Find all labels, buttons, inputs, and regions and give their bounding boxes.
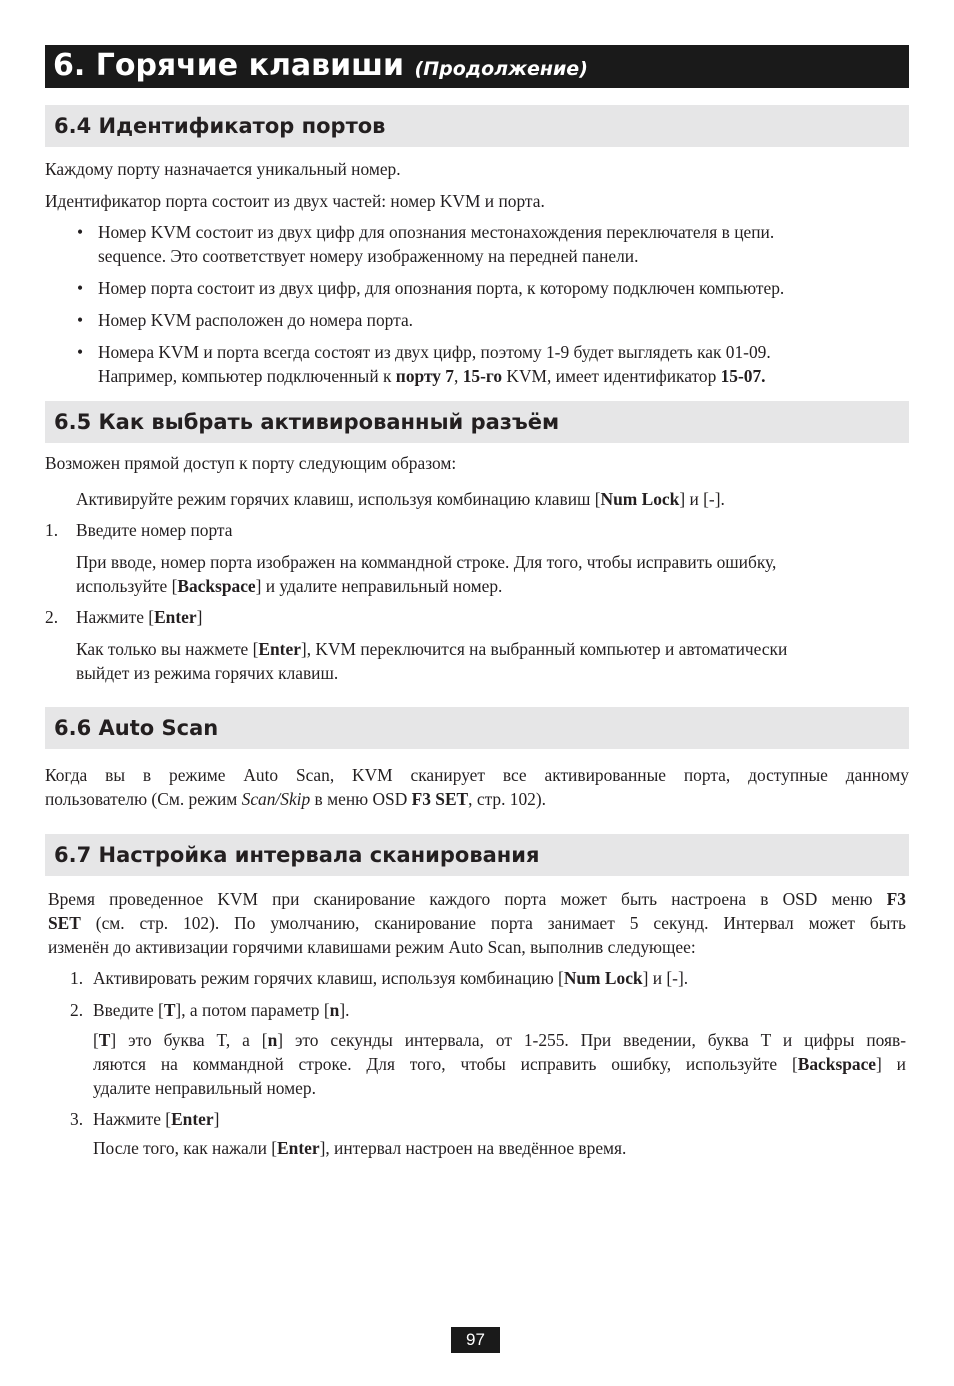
s65-step-1: Введите номер порта: [76, 520, 233, 540]
s64-bullet-3: Номер KVM расположен до номера порта.: [98, 310, 414, 330]
s65-step-2-desc-line-2: выйдет из режима горячих клавиш.: [76, 663, 339, 683]
s64-bullet-2: Номер порта состоит из двух цифр, для опознания порта, к которому подключен компьютер.: [98, 278, 785, 298]
chapter-title: [53, 46, 588, 89]
s67-item-2-desc-line-2: ляются на коммандной строке. Для того, чтобы исправить ошибку, используйте [Backspace] и: [93, 1054, 906, 1074]
s67-item-2-number: 2.: [70, 1000, 84, 1020]
s67-item-3-desc: После того, как нажали [Enter], интервал настроен на введённое время.: [93, 1138, 627, 1158]
s67-item-1-number: 1.: [70, 968, 84, 988]
s64-paragraph-2: Идентификатор порта состоит из двух частей: номер KVM и порта.: [45, 191, 545, 211]
chapter-title-text: 6. Горячие клавиши: [53, 48, 405, 83]
section-6-7-title: 6.7 Настройка интервала сканирования: [54, 843, 540, 867]
s67-line-1: Время проведенное KVM при сканирование каждого порта может быть настроена в OSD меню F3: [48, 889, 906, 909]
s64-bullet-1-line-2: sequence. Это соответствует номеру изображенному на передней панели.: [98, 246, 639, 266]
s65-step-2: Нажмите [Enter]: [76, 607, 203, 627]
section-6-4-bar: [45, 105, 909, 147]
s65-intro: Возможен прямой доступ к порту следующим образом:: [45, 453, 457, 473]
s64-bullet-4-line-2: Например, компьютер подключенный к порту 7, 15-го KVM, имеет идентификатор 15-07.: [98, 366, 766, 386]
s65-step-2-desc-line-1: Как только вы нажмете [Enter], KVM переключится на выбранный компьютер и автоматически: [76, 639, 788, 659]
section-6-6-title: 6.6 Auto Scan: [54, 716, 219, 740]
bullet-icon: •: [77, 310, 84, 330]
s65-activate: Активируйте режим горячих клавиш, используя комбинацию клавиш [Num Lock] и [-].: [76, 489, 725, 509]
s67-line-3: изменён до активизации горячими клавишами режим Auto Scan, выполнив следующее:: [48, 937, 696, 957]
s65-step-1-desc-line-1: При вводе, номер порта изображен на коммандной строке. Для того, чтобы исправить ошибку,: [76, 552, 777, 572]
bullet-icon: •: [77, 222, 84, 242]
s64-bullet-4-line-1: Номера KVM и порта всегда состоят из двух цифр, поэтому 1-9 будет выглядеть как 01-09.: [98, 342, 771, 362]
section-6-4-title: 6.4 Идентификатор портов: [54, 114, 386, 138]
s65-step-1-desc-line-2: используйте [Backspace] и удалите неправильный номер.: [76, 576, 503, 596]
chapter-subtitle: (Продолжение): [414, 58, 588, 80]
chapter-title-bar: [45, 45, 909, 88]
section-6-6-bar: [45, 707, 909, 749]
s66-line-1: Когда вы в режиме Auto Scan, KVM сканирует все активированные порта, доступные данному: [45, 765, 909, 785]
s67-item-3: Нажмите [Enter]: [93, 1109, 220, 1129]
s64-paragraph-1: Каждому порту назначается уникальный номер.: [45, 159, 401, 179]
section-6-5-bar: [45, 401, 909, 443]
s67-item-3-number: 3.: [70, 1109, 84, 1129]
s66-line-2: пользователю (См. режим Scan/Skip в меню OSD F3 SET, стр. 102).: [45, 789, 547, 809]
s65-step-1-number: 1.: [45, 520, 59, 540]
s67-item-1: Активировать режим горячих клавиш, используя комбинацию [Num Lock] и [-].: [93, 968, 689, 988]
bullet-icon: •: [77, 278, 84, 298]
page-number: 97: [451, 1327, 500, 1353]
s67-item-2: Введите [T], а потом параметр [n].: [93, 1000, 350, 1020]
s67-item-2-desc-line-1: [T] это буква T, а [n] это секунды интервала, от 1-255. При введении, буква T и цифры появ-: [93, 1030, 906, 1050]
s67-item-2-desc-line-3: удалите неправильный номер.: [93, 1078, 316, 1098]
section-6-7-bar: [45, 834, 909, 876]
s65-step-2-number: 2.: [45, 607, 59, 627]
section-6-5-title: 6.5 Как выбрать активированный разъём: [54, 410, 560, 434]
s64-bullet-1-line-1: Номер KVM состоит из двух цифр для опознания местонахождения переключателя в цепи.: [98, 222, 775, 242]
s67-line-2: SET (см. стр. 102). По умолчанию, сканирование порта занимает 5 секунд. Интервал может быть: [48, 913, 906, 933]
bullet-icon: •: [77, 342, 84, 362]
